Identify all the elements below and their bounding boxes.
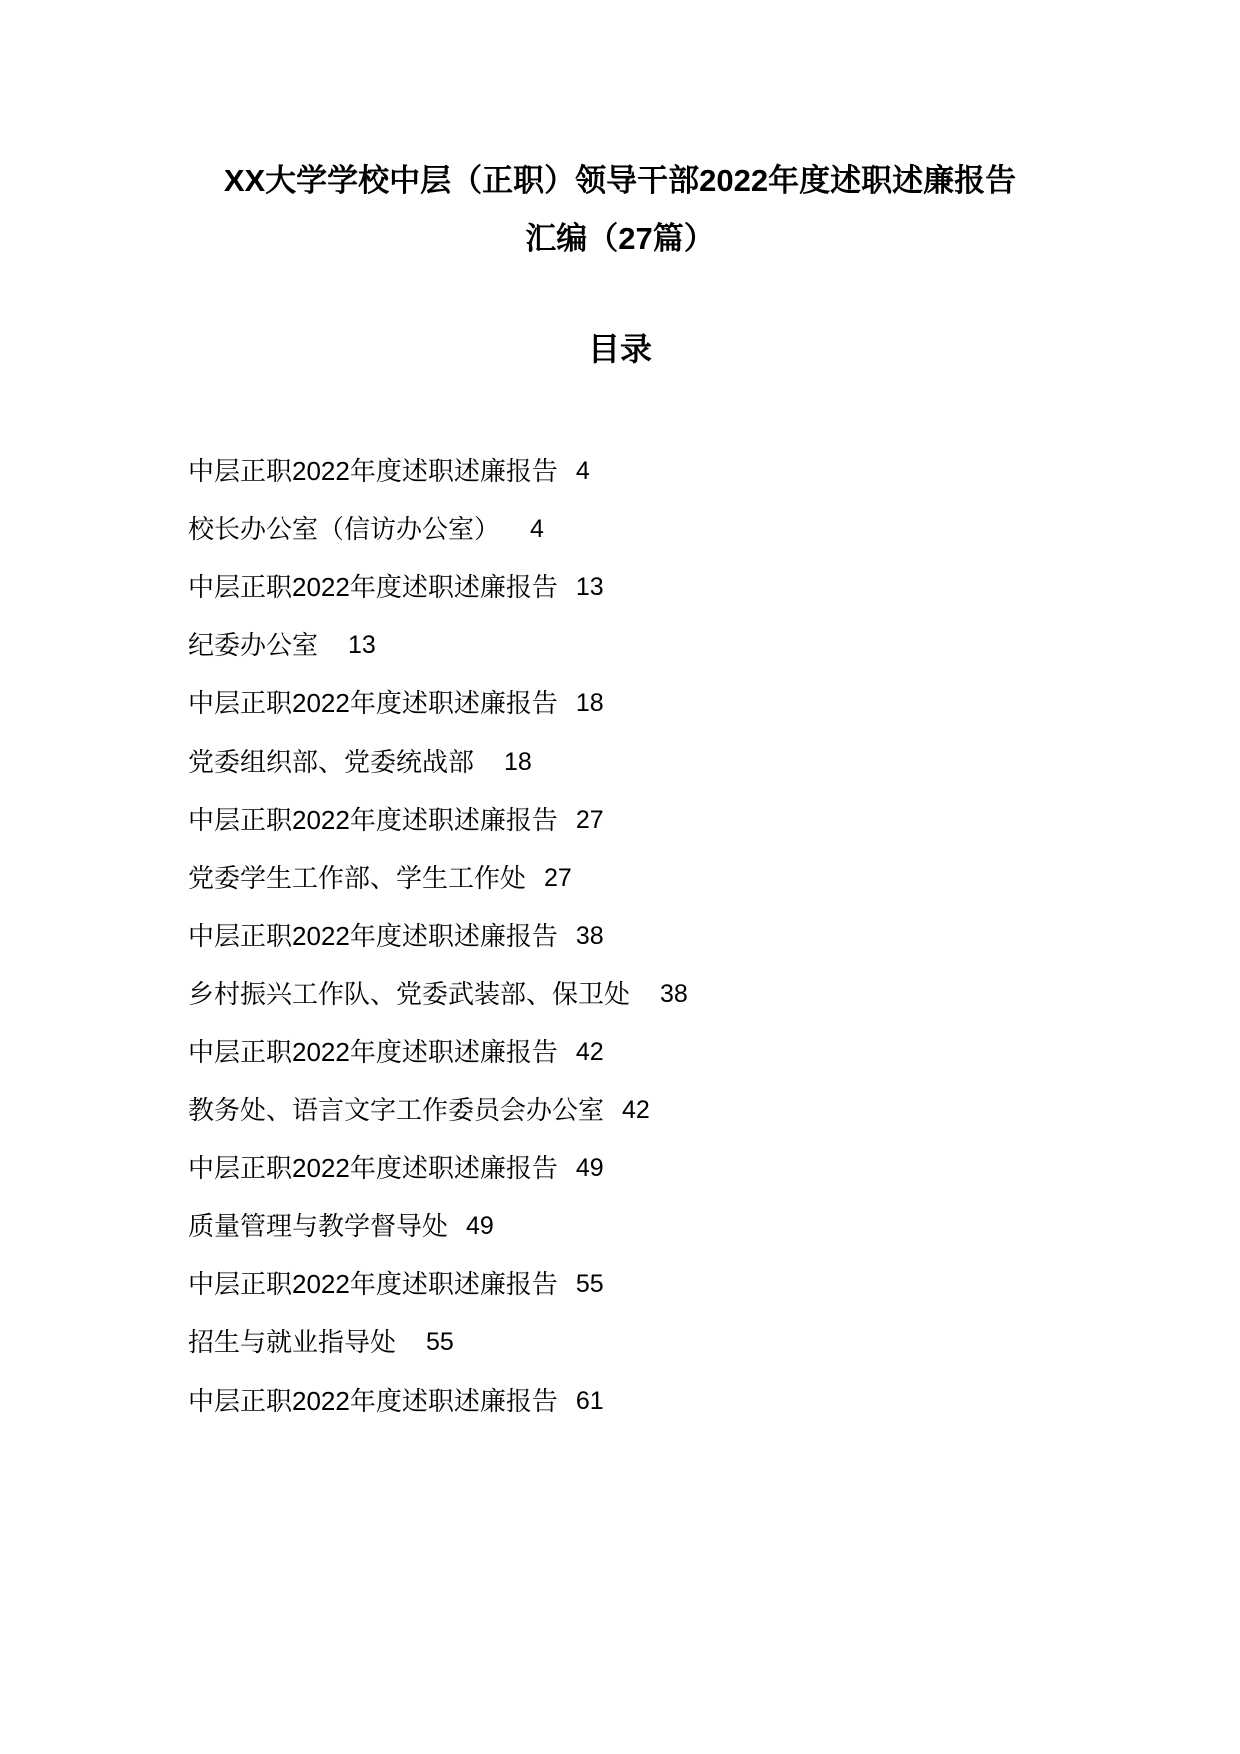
toc-entry-title: 中层正职2022年度述职述廉报告 (188, 1036, 558, 1067)
toc-entry[interactable] (188, 558, 1088, 616)
toc-entry-page: 49 (466, 1212, 494, 1241)
toc-entry-page: 55 (575, 1270, 604, 1299)
toc-entry[interactable] (188, 907, 1088, 965)
title-line-2: 汇编（27篇） (525, 221, 715, 256)
toc-entry-title: 中层正职2022年度述职述廉报告 (188, 456, 558, 487)
toc-entry-page: 4 (530, 515, 544, 544)
toc-entry[interactable] (188, 965, 1088, 1023)
toc-entry[interactable] (188, 1081, 1088, 1139)
table-of-contents (188, 442, 1088, 1430)
toc-entry-page: 27 (544, 863, 572, 892)
toc-entry-page: 38 (660, 979, 688, 1008)
toc-entry-title: 中层正职2022年度述职述廉报告 (188, 688, 558, 719)
toc-entry[interactable] (188, 674, 1088, 732)
toc-entry-title: 招生与就业指导处 (188, 1327, 397, 1358)
toc-entry-title: 中层正职2022年度述职述廉报告 (188, 920, 558, 951)
toc-entry[interactable] (188, 1139, 1088, 1197)
toc-heading: 目录 (587, 331, 652, 367)
toc-entry-title: 校长办公室（信访办公室） (188, 514, 501, 545)
toc-entry-title: 党委组织部、党委统战部 (188, 746, 475, 777)
toc-entry-title: 乡村振兴工作队、党委武装部、保卫处 (188, 978, 631, 1009)
toc-entry-title: 中层正职2022年度述职述廉报告 (188, 1153, 558, 1184)
toc-entry-title: 中层正职2022年度述职述廉报告 (188, 572, 558, 603)
toc-entry-page: 13 (348, 631, 376, 660)
toc-entry-title: 党委学生工作部、学生工作处 (188, 862, 527, 893)
toc-entry-page: 42 (575, 1037, 604, 1066)
toc-entry[interactable] (188, 791, 1088, 849)
toc-entry-page: 61 (575, 1386, 604, 1415)
toc-entry-page: 42 (622, 1096, 650, 1125)
toc-entry[interactable] (188, 616, 1088, 674)
toc-entry-page: 38 (575, 921, 604, 950)
document-title (0, 152, 1240, 268)
toc-entry-page: 18 (575, 689, 604, 718)
toc-entry[interactable] (188, 1372, 1088, 1430)
toc-entry[interactable] (188, 849, 1088, 907)
title-line-1: XX大学学校中层（正职）领导干部2022年度述职述廉报告 (223, 163, 1017, 198)
toc-entry[interactable] (188, 500, 1088, 558)
toc-entry-title: 纪委办公室 (188, 630, 319, 661)
toc-entry-page: 49 (575, 1154, 604, 1183)
toc-entry-title: 教务处、语言文字工作委员会办公室 (188, 1095, 605, 1126)
toc-entry-page: 18 (504, 747, 532, 776)
toc-entry[interactable] (188, 1313, 1088, 1371)
toc-entry[interactable] (188, 732, 1088, 790)
toc-entry-title: 中层正职2022年度述职述廉报告 (188, 1269, 558, 1300)
toc-entry-page: 55 (426, 1328, 454, 1357)
toc-entry[interactable] (188, 1023, 1088, 1081)
toc-entry-title: 质量管理与教学督导处 (188, 1211, 449, 1242)
toc-entry-page: 13 (575, 573, 604, 602)
toc-entry-title: 中层正职2022年度述职述廉报告 (188, 804, 558, 835)
toc-entry[interactable] (188, 1197, 1088, 1255)
toc-entry[interactable] (188, 1255, 1088, 1313)
toc-entry-title: 中层正职2022年度述职述廉报告 (188, 1385, 558, 1416)
toc-entry-page: 4 (575, 457, 590, 486)
toc-entry-page: 27 (575, 805, 604, 834)
toc-entry[interactable] (188, 442, 1088, 500)
